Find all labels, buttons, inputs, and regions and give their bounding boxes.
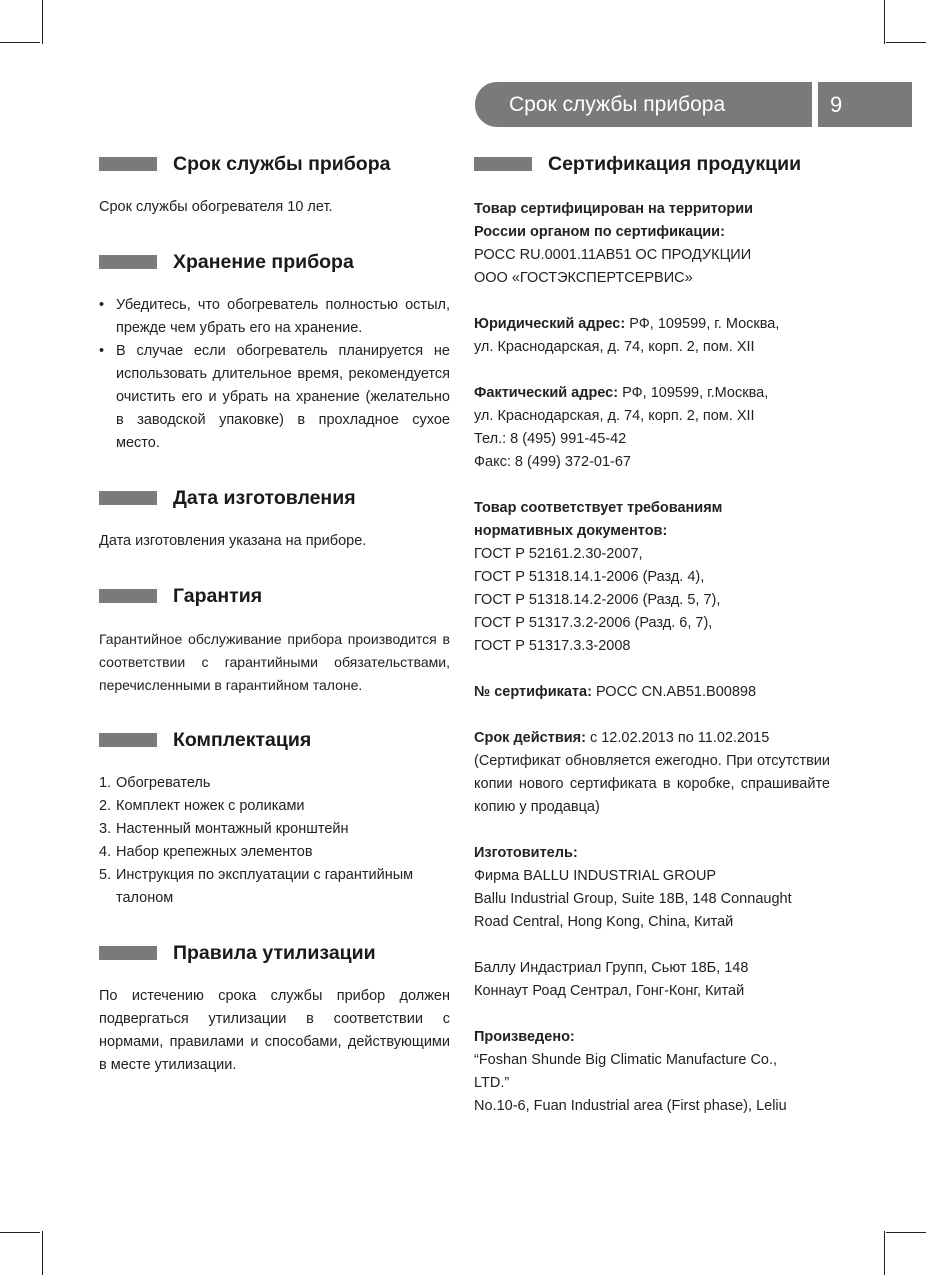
- crop-mark: [886, 1232, 926, 1233]
- crop-mark: [884, 0, 885, 44]
- storage-section: [99, 248, 450, 455]
- validity-dates: с 12.02.2013 по 11.02.2015: [585, 730, 770, 746]
- standard-item: ГОСТ Р 52161.2.30-2007,: [474, 546, 643, 562]
- chapter-tab: [475, 82, 812, 127]
- list-item: • В случае если обогреватель планируется не использовать длительное время, рекомендуется очистить его и убрать на хранение (желательно в заводской упаковке) в прохладное сухое место.: [99, 340, 450, 455]
- standards-label: нормативных документов:: [474, 523, 668, 539]
- disposal-section: [99, 939, 450, 1077]
- manufacturer-address: Ballu Industrial Group, Suite 18B, 148 Connaught: [474, 891, 792, 907]
- list-item: 4. Набор крепежных элементов: [99, 844, 313, 860]
- section-title: Дата изготовления: [173, 486, 356, 509]
- list-item: 1. Обогреватель: [99, 775, 211, 791]
- producer-address: No.10-6, Fuan Industrial area (First phase), Leliu: [474, 1098, 787, 1114]
- manufacturer-address-ru: Баллу Индастриал Групп, Сьют 18Б, 148: [474, 960, 749, 976]
- list-item: 5. Инструкция по эксплуатации с гарантийным талоном: [99, 867, 414, 906]
- warranty-text: Гарантийное обслуживание прибора производится в соответствии с гарантийными обязательствами, перечисленными в гарантийном талоне.: [99, 631, 450, 693]
- certified-block: [474, 198, 830, 290]
- section-title: Комплектация: [173, 728, 312, 751]
- chapter-title: Срок службы прибора: [509, 93, 726, 116]
- legal-address-value: РФ, 109599, г. Москва,: [625, 316, 780, 332]
- legal-address-street: ул. Краснодарская, д. 74, корп. 2, пом. XII: [474, 339, 755, 355]
- heading-bar: [99, 589, 157, 603]
- section-heading: [99, 939, 450, 967]
- standard-item: ГОСТ Р 51317.3.3-2008: [474, 638, 631, 654]
- produced-block: [474, 1026, 830, 1118]
- section-title: Гарантия: [173, 584, 263, 607]
- heading-bar: [99, 255, 157, 269]
- manufacturer-label: Изготовитель:: [474, 845, 578, 861]
- certified-company: ООО «ГОСТЭКСПЕРТСЕРВИС»: [474, 270, 693, 286]
- crop-mark: [42, 0, 43, 44]
- crop-mark: [0, 1232, 40, 1233]
- heading-bar: [99, 946, 157, 960]
- manufacturer-block: [474, 842, 830, 934]
- certified-label: Товар сертифицирован на территории: [474, 201, 754, 217]
- section-heading: [99, 150, 450, 178]
- manufacturer-ru-block: [474, 957, 830, 1003]
- crop-mark: [0, 42, 40, 43]
- warranty-section: [99, 582, 450, 697]
- validity-label: Срок действия:: [474, 730, 586, 746]
- section-heading: [99, 484, 450, 512]
- standard-item: ГОСТ Р 51318.14.1-2006 (Разд. 4),: [474, 569, 705, 585]
- disposal-text: По истечению срока службы прибор должен подвергаться утилизации в соответствии с нормами, правилами и способами, действующими в месте утилизации.: [99, 988, 450, 1073]
- heading-bar: [99, 733, 157, 747]
- heading-bar: [99, 157, 157, 171]
- crop-mark: [884, 1231, 885, 1275]
- certificate-number: РОСС CN.АВ51.В00898: [591, 684, 757, 700]
- section-heading: [99, 582, 450, 610]
- service-life-section: [99, 150, 450, 219]
- standards-label: Товар соответствует требованиям: [474, 500, 723, 516]
- manufacturer-name: Фирма BALLU INDUSTRIAL GROUP: [474, 868, 717, 884]
- section-title: Срок службы прибора: [173, 152, 391, 175]
- list-item: 2. Комплект ножек с роликами: [99, 798, 305, 814]
- list-item: 3. Настенный монтажный кронштейн: [99, 821, 349, 837]
- certified-body: РОСС RU.0001.11АВ51 ОС ПРОДУКЦИИ: [474, 247, 752, 263]
- service-life-text: Срок службы обогревателя 10 лет.: [99, 199, 333, 215]
- crop-mark: [886, 42, 926, 43]
- package-list: [99, 772, 450, 910]
- certified-label: России органом по сертификации:: [474, 224, 725, 240]
- certificate-block: [474, 681, 830, 704]
- crop-mark: [42, 1231, 43, 1275]
- certificate-label: № сертификата:: [474, 684, 592, 700]
- manufacture-date-text: Дата изготовления указана на приборе.: [99, 533, 367, 549]
- legal-address-label: Юридический адрес:: [474, 316, 626, 332]
- manufacturer-address-ru: Коннаут Роад Сентрал, Гонг-Конг, Китай: [474, 983, 745, 999]
- validity-note: (Сертификат обновляется ежегодно. При отсутствии копии нового сертификата в коробке, спрашивайте копию у продавца): [474, 753, 830, 815]
- section-heading: [99, 248, 450, 276]
- actual-address-label: Фактический адрес:: [474, 385, 619, 401]
- actual-address-street: ул. Краснодарская, д. 74, корп. 2, пом. XII: [474, 408, 755, 424]
- fax-number: Факс: 8 (499) 372-01-67: [474, 454, 631, 470]
- standard-item: ГОСТ Р 51317.3.2-2006 (Разд. 6, 7),: [474, 615, 713, 631]
- manufacture-date-section: [99, 484, 450, 553]
- page-number-box: [818, 82, 912, 127]
- standard-item: ГОСТ Р 51318.14.2-2006 (Разд. 5, 7),: [474, 592, 721, 608]
- produced-label: Произведено:: [474, 1029, 575, 1045]
- producer-name: LTD.”: [474, 1075, 510, 1091]
- actual-address-value: РФ, 109599, г.Москва,: [618, 385, 769, 401]
- heading-bar: [99, 491, 157, 505]
- section-title: Сертификация продукции: [548, 152, 802, 175]
- package-section: [99, 726, 450, 910]
- storage-list: [99, 294, 450, 455]
- section-title: Правила утилизации: [173, 941, 376, 964]
- phone-number: Тел.: 8 (495) 991-45-42: [474, 431, 627, 447]
- section-heading: [474, 150, 830, 178]
- section-heading: [99, 726, 450, 754]
- left-column: [99, 150, 450, 1106]
- legal-address-block: [474, 313, 830, 359]
- section-title: Хранение прибора: [173, 250, 354, 273]
- actual-address-block: [474, 382, 830, 474]
- validity-block: [474, 727, 830, 819]
- list-item: • Убедитесь, что обогреватель полностью остыл, прежде чем убрать его на хранение.: [99, 294, 450, 340]
- standards-block: [474, 497, 830, 658]
- producer-name: “Foshan Shunde Big Climatic Manufacture Co.,: [474, 1052, 778, 1068]
- page-number: 9: [830, 92, 843, 117]
- heading-bar: [474, 157, 532, 171]
- right-column: [474, 150, 830, 1141]
- manufacturer-address: Road Central, Hong Kong, China, Китай: [474, 914, 734, 930]
